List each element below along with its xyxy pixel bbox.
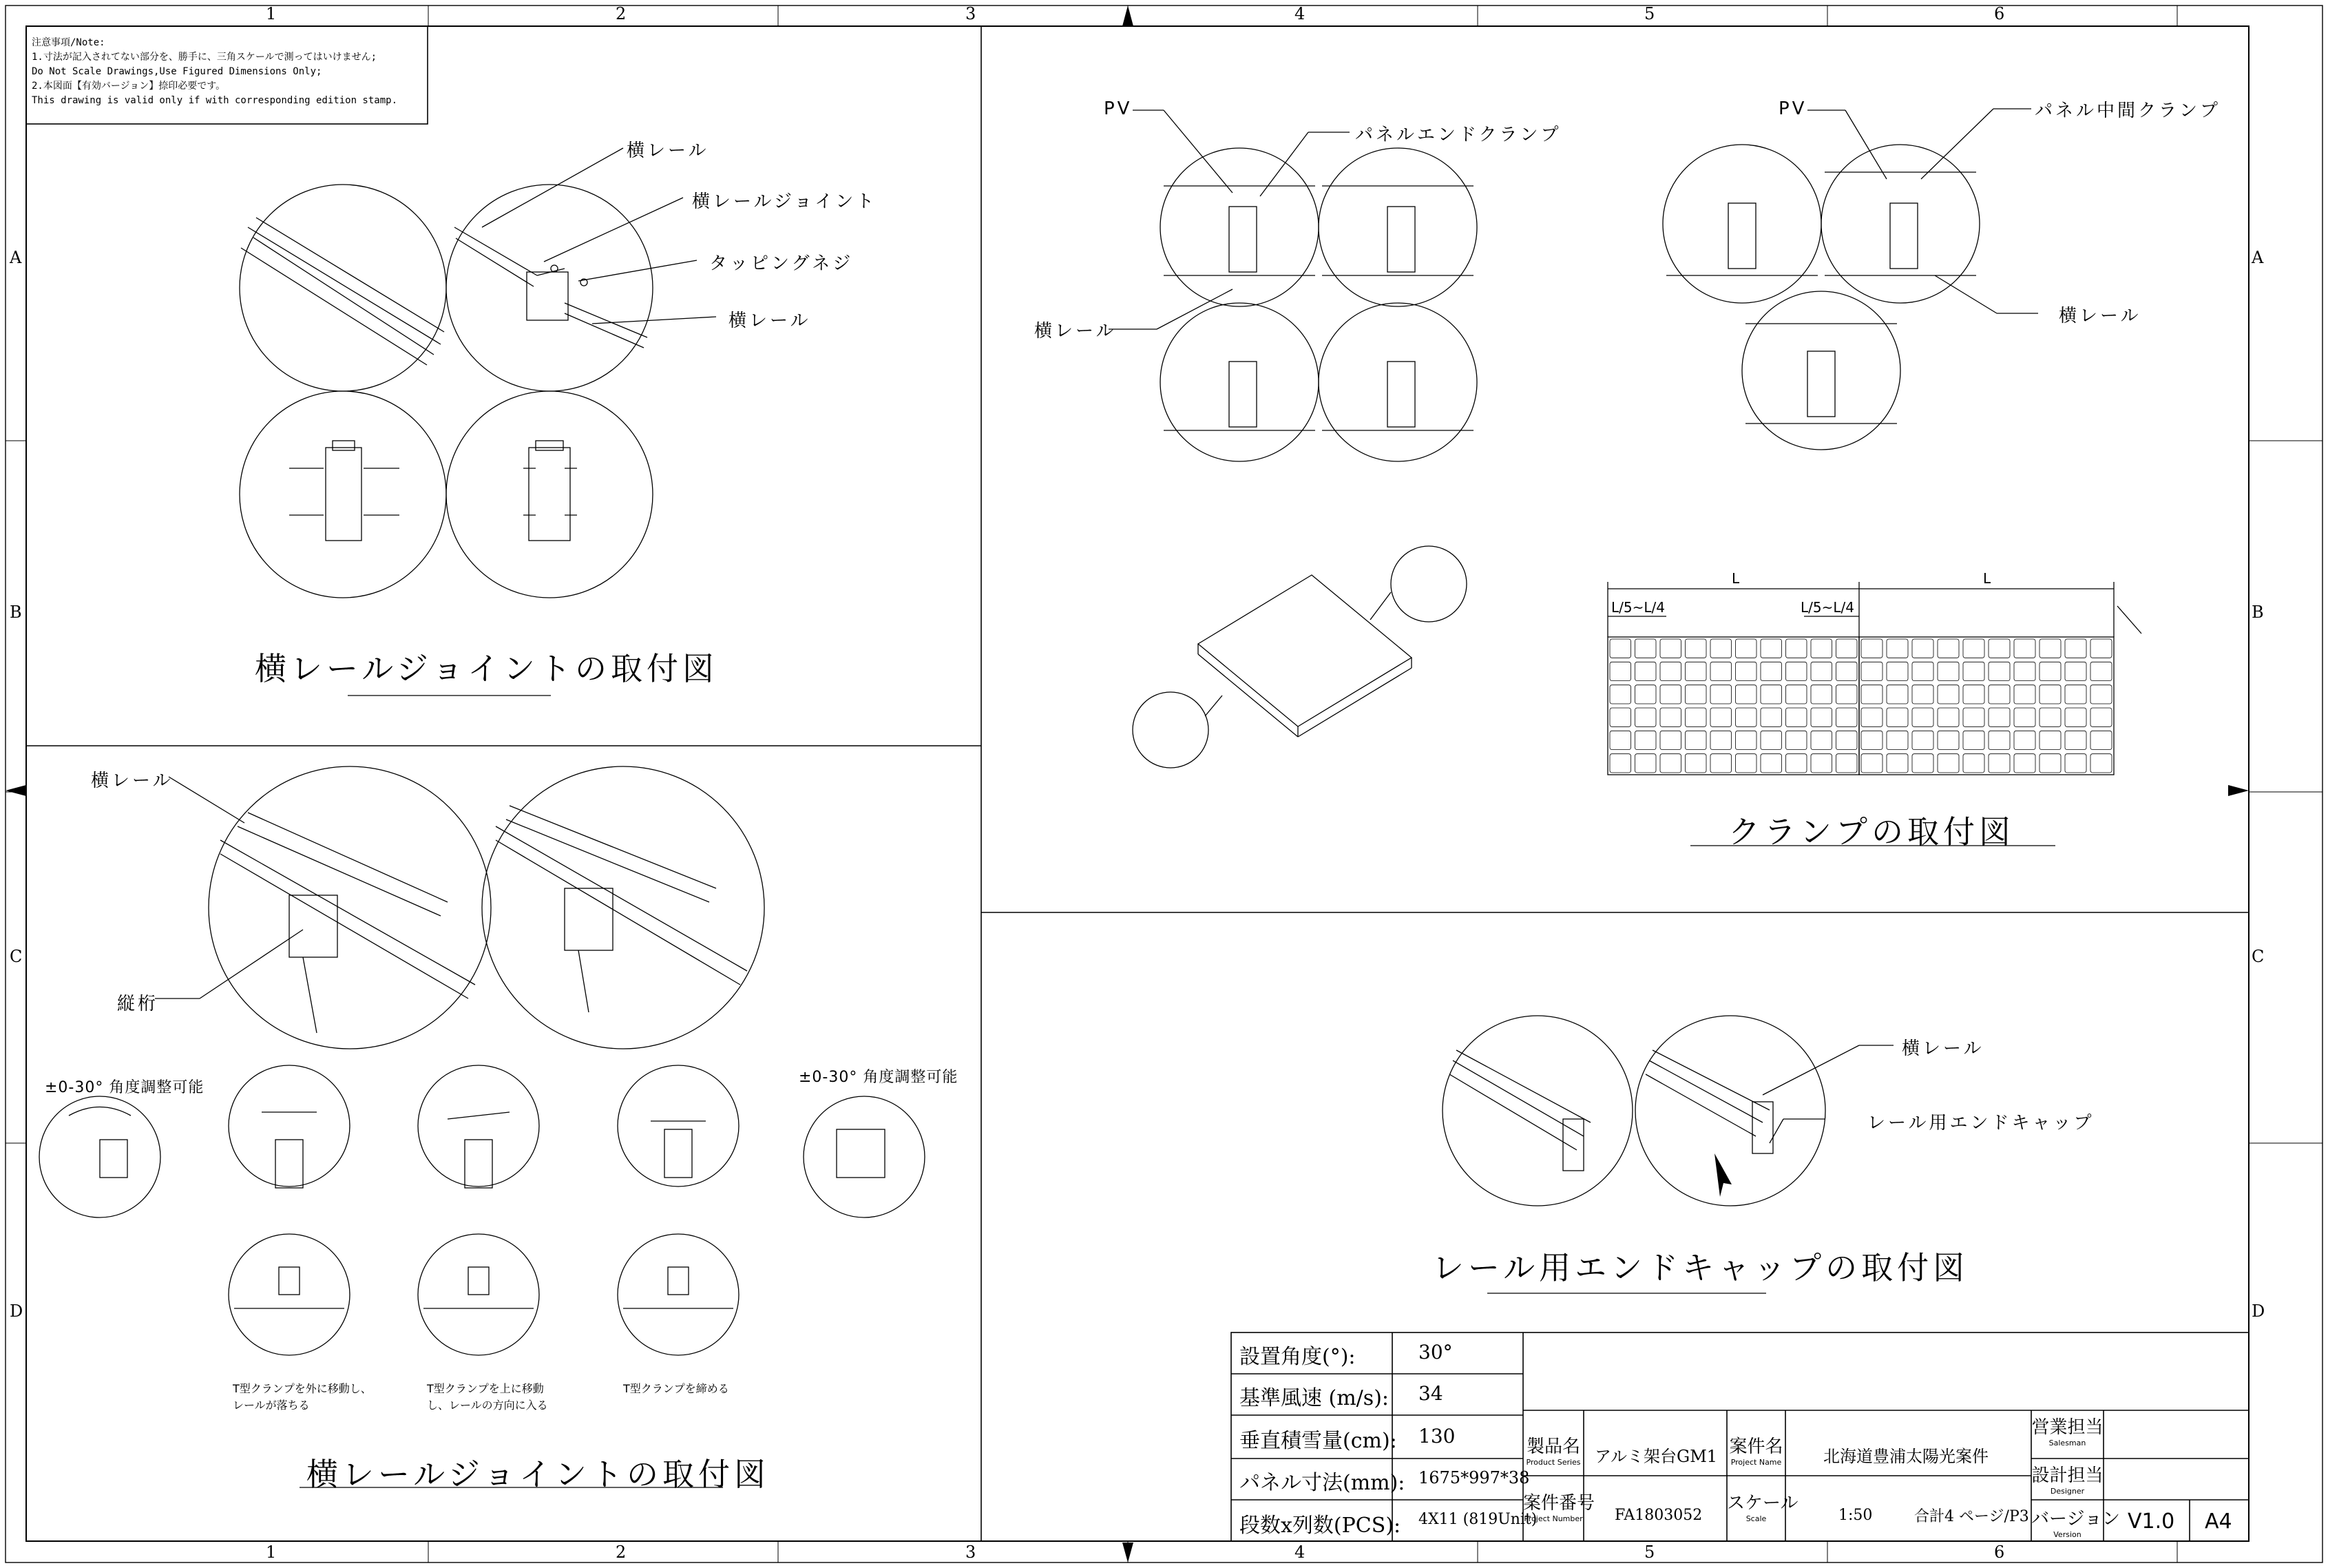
- module-cell: [1811, 639, 1832, 658]
- module-cell: [1887, 662, 1908, 680]
- number-value: FA1803052: [1615, 1507, 1703, 1524]
- spec-key-panel: パネル寸法(mm):: [1239, 1471, 1405, 1495]
- title-rail-joint-top: 横レールジョイントの取付図: [255, 650, 719, 687]
- large-detail-circle-2: [482, 766, 764, 1049]
- module-cell: [1963, 731, 1984, 749]
- version-sub: Version: [2053, 1530, 2081, 1539]
- zone-col-3-top: 3: [965, 4, 976, 23]
- zone-ticks: [6, 6, 2322, 1562]
- module-cell: [1736, 731, 1757, 749]
- zone-col-1-bottom: 1: [266, 1543, 277, 1562]
- module-cell: [1887, 685, 1908, 704]
- zone-row-c-right: C: [2252, 947, 2265, 966]
- page-count: 合計4 ページ/P3: [1914, 1508, 2029, 1525]
- caption-line: T型クランプを上に移動: [427, 1382, 544, 1395]
- number-label-cell: [1523, 1489, 1595, 1523]
- product-label-cell: [1523, 1432, 1584, 1467]
- module-cell: [1989, 708, 2010, 726]
- module-cell: [1811, 731, 1832, 749]
- scale-label-cell: [1727, 1489, 1799, 1523]
- module-cell: [1912, 685, 1933, 704]
- module-cell: [2014, 754, 2035, 773]
- module-cell: [1635, 685, 1657, 704]
- module-cell: [1989, 639, 2010, 658]
- module-cell: [1938, 662, 1959, 680]
- module-cell: [1686, 662, 1707, 680]
- designer-label: 設計担当: [2031, 1465, 2104, 1486]
- module-cell: [2065, 685, 2086, 704]
- zone-col-5-top: 5: [1644, 4, 1655, 23]
- spec-value-snow: 130: [1418, 1425, 1456, 1447]
- module-cell: [2090, 639, 2112, 658]
- module-cell: [1963, 639, 1984, 658]
- rail-joint-top-drawing: [240, 148, 719, 696]
- version-value: V1.0: [2128, 1509, 2175, 1534]
- module-cell: [2065, 662, 2086, 680]
- zone-row-b-right: B: [2252, 603, 2264, 622]
- module-array-plan: [1608, 582, 2141, 775]
- module-cell: [1887, 731, 1908, 749]
- module-cell: [1710, 662, 1732, 680]
- module-cell: [1836, 708, 1858, 726]
- project-sub: Project Name: [1730, 1458, 1782, 1467]
- module-cell: [1786, 685, 1807, 704]
- detail-circle-section-b: [446, 391, 653, 598]
- step-circle-3: [618, 1065, 739, 1187]
- module-cell: [1610, 662, 1631, 680]
- module-cell: [1989, 754, 2010, 773]
- module-cell: [1686, 731, 1707, 749]
- zone-col-6-top: 6: [1994, 4, 2005, 23]
- module-cell: [1761, 754, 1782, 773]
- module-cell: [2039, 754, 2061, 773]
- caption-line: レールが落ちる: [233, 1399, 310, 1412]
- module-cell: [1710, 685, 1732, 704]
- spec-key-array: 段数x列数(PCS):: [1239, 1514, 1401, 1538]
- module-cell: [1686, 754, 1707, 773]
- mid-clamp-circle-1: [1663, 145, 1821, 303]
- module-cell: [2065, 708, 2086, 726]
- sales-label: 営業担当: [2031, 1417, 2104, 1438]
- label-mid-clamp: パネル中間クランプ: [2035, 101, 2221, 121]
- dim-l5-l4-2: L/5~L/4: [1801, 599, 1854, 616]
- inner-border: [26, 26, 2249, 1541]
- module-cell: [2039, 731, 2061, 749]
- module-cell: [1887, 639, 1908, 658]
- module-cell: [1786, 731, 1807, 749]
- module-cell: [2039, 662, 2061, 680]
- leader-lines-top-left: [482, 148, 716, 324]
- spec-value-panel: 1675*997*38: [1418, 1468, 1530, 1487]
- number-sub: Project Number: [1524, 1514, 1583, 1523]
- module-cell: [1710, 708, 1732, 726]
- spec-key-wind: 基準風速 (m/s):: [1239, 1386, 1390, 1410]
- module-cell: [2065, 754, 2086, 773]
- module-cell: [1912, 731, 1933, 749]
- label-end-clamp: パネルエンドクランプ: [1355, 125, 1562, 145]
- caption-line: T型クランプを外に移動し、: [233, 1382, 372, 1395]
- module-cell: [1686, 639, 1707, 658]
- caption-step-1: [233, 1381, 372, 1414]
- endcap-circle-2: [1635, 1016, 1825, 1206]
- zone-row-a-right: A: [2252, 248, 2264, 267]
- spec-key-snow: 垂直積雪量(cm):: [1239, 1429, 1397, 1453]
- number-label: 案件番号: [1523, 1493, 1595, 1514]
- module-cell: [1710, 639, 1732, 658]
- module-cell: [1610, 685, 1631, 704]
- label-rail-bottom: 横レール: [728, 311, 811, 331]
- module-cell: [1635, 754, 1657, 773]
- end-clamp-circle-4: [1319, 303, 1477, 461]
- module-cell: [1610, 731, 1631, 749]
- designer-cell: [2031, 1461, 2104, 1496]
- label-angle-left: ±0-30° 角度調整可能: [45, 1079, 205, 1096]
- zone-row-d-left: D: [10, 1302, 23, 1321]
- zone-col-2-top: 2: [616, 4, 627, 23]
- module-cell: [2039, 685, 2061, 704]
- module-cell: [1836, 754, 1858, 773]
- endcap-circle-1: [1443, 1016, 1633, 1206]
- module-cell: [1660, 708, 1681, 726]
- module-cell: [2065, 731, 2086, 749]
- module-cell: [2090, 731, 2112, 749]
- outer-border: [6, 6, 2322, 1562]
- module-cell: [1761, 685, 1782, 704]
- module-cell: [1635, 731, 1657, 749]
- module-cell: [1861, 731, 1883, 749]
- label-pv-left: PV: [1104, 98, 1133, 119]
- endcap-rail-iso-2: [1646, 1050, 1773, 1153]
- module-cell: [2065, 639, 2086, 658]
- spec-key-angle: 設置角度(°):: [1239, 1345, 1356, 1369]
- module-cell: [1963, 754, 1984, 773]
- module-cell: [1912, 708, 1933, 726]
- module-cell: [1786, 639, 1807, 658]
- label-rail-clamp-left: 横レール: [1034, 321, 1117, 342]
- label-endcap: レール用エンドキャップ: [1867, 1113, 2095, 1133]
- step-profiles: [69, 1107, 885, 1309]
- beam-rail-iso-2: [496, 806, 747, 1012]
- zone-col-2-bottom: 2: [616, 1543, 627, 1562]
- endcap-insert-arrow: [1714, 1153, 1732, 1197]
- zone-row-b-left: B: [10, 603, 22, 622]
- zone-row-c-left: C: [10, 947, 23, 966]
- project-label: 案件名: [1729, 1436, 1783, 1457]
- end-clamp-circle-1: [1160, 148, 1319, 306]
- label-pv-right: PV: [1779, 98, 1807, 119]
- caption-step-2: [427, 1381, 548, 1414]
- scale-sub: Scale: [1745, 1514, 1767, 1523]
- product-value: アルミ架台GM1: [1595, 1447, 1718, 1466]
- module-cell: [2090, 662, 2112, 680]
- module-cell: [1938, 639, 1959, 658]
- module-cell: [1912, 754, 1933, 773]
- module-cells: [1610, 639, 2112, 773]
- module-cell: [2039, 708, 2061, 726]
- module-cell: [1861, 639, 1883, 658]
- module-cell: [1736, 708, 1757, 726]
- product-sub: Product Series: [1526, 1458, 1581, 1467]
- center-marks: [6, 6, 2249, 1562]
- module-cell: [1710, 731, 1732, 749]
- zone-row-d-right: D: [2252, 1302, 2265, 1321]
- module-cell: [1660, 639, 1681, 658]
- module-cell: [1861, 662, 1883, 680]
- module-cell: [1989, 731, 2010, 749]
- caption-step-3: [623, 1381, 729, 1397]
- module-cell: [2014, 731, 2035, 749]
- module-cell: [1811, 685, 1832, 704]
- module-cell: [1610, 639, 1631, 658]
- module-cell: [1811, 662, 1832, 680]
- module-cell: [1836, 662, 1858, 680]
- module-cell: [1761, 639, 1782, 658]
- module-cell: [1635, 639, 1657, 658]
- module-cell: [1963, 662, 1984, 680]
- sales-cell: [2031, 1413, 2104, 1447]
- module-cell: [1989, 685, 2010, 704]
- leader-lines-bottom-left: [155, 777, 303, 999]
- center-arrow-bottom: [1122, 1543, 1133, 1562]
- module-cell: [1963, 685, 1984, 704]
- module-cell: [1660, 754, 1681, 773]
- module-cell: [1686, 708, 1707, 726]
- rail-cross-section-a: [289, 441, 399, 541]
- module-cell: [2090, 754, 2112, 773]
- large-detail-circle-1: [209, 766, 491, 1049]
- module-cell: [2090, 685, 2112, 704]
- label-rail-top: 横レール: [627, 140, 709, 161]
- scale-value: 1:50: [1838, 1507, 1873, 1524]
- label-rail-joint: 横レールジョイント: [692, 191, 877, 212]
- module-cell: [1761, 662, 1782, 680]
- sales-sub: Salesman: [2048, 1439, 2086, 1447]
- step-circle-1: [229, 1065, 350, 1187]
- module-cell: [1861, 708, 1883, 726]
- label-angle-right: ±0-30° 角度調整可能: [799, 1069, 958, 1086]
- title-rail-joint-bottom: 横レールジョイントの取付図: [306, 1456, 770, 1493]
- center-arrow-left: [6, 785, 26, 796]
- beam-rail-iso-1: [220, 813, 475, 1033]
- module-cell: [1660, 662, 1681, 680]
- note-line: This drawing is valid only if with corresponding edition stamp.: [32, 95, 398, 106]
- label-rail-bottom-left: 横レール: [91, 771, 174, 791]
- module-cell: [1786, 662, 1807, 680]
- module-cell: [1963, 708, 1984, 726]
- module-cell: [1887, 754, 1908, 773]
- module-cell: [1912, 639, 1933, 658]
- dim-l-2: L: [1983, 570, 1991, 587]
- leader-lines-clamp: [1109, 109, 2038, 329]
- designer-sub: Designer: [2050, 1487, 2085, 1496]
- title-clamp: クランプの取付図: [1728, 813, 2015, 850]
- module-cell: [1786, 754, 1807, 773]
- module-cell: [1811, 754, 1832, 773]
- center-arrow-top: [1122, 6, 1133, 26]
- angle-circle-right: [804, 1096, 925, 1217]
- zone-col-1-top: 1: [266, 4, 277, 23]
- spec-value-array: 4X11 (819Unit): [1418, 1511, 1538, 1528]
- module-cell: [1836, 685, 1858, 704]
- label-beam: 縦桁: [117, 994, 159, 1014]
- module-cell: [2090, 708, 2112, 726]
- note-line: 1.寸法が記入されてない部分を、勝手に、三角スケールで測ってはいけません;: [32, 52, 377, 63]
- module-cell: [2014, 708, 2035, 726]
- module-cell: [1635, 662, 1657, 680]
- spec-value-angle: 30°: [1418, 1341, 1453, 1363]
- detail-circle-rail: [240, 185, 446, 391]
- spec-value-wind: 34: [1418, 1382, 1443, 1405]
- module-cell: [1938, 754, 1959, 773]
- detail-circle-joint: [446, 185, 653, 391]
- rail-joint-bottom-drawing: [39, 766, 925, 1487]
- module-cell: [1610, 754, 1631, 773]
- module-cell: [1861, 685, 1883, 704]
- isometric-module: [1133, 546, 1467, 768]
- label-rail-clamp-right: 横レール: [2059, 306, 2141, 326]
- module-cell: [1786, 708, 1807, 726]
- module-cell: [1938, 685, 1959, 704]
- detail-circle-section-a: [240, 391, 446, 598]
- module-cell: [1660, 731, 1681, 749]
- module-cell: [1635, 708, 1657, 726]
- module-cell: [1660, 685, 1681, 704]
- drawing-notes: [32, 36, 417, 108]
- module-cell: [2014, 639, 2035, 658]
- dim-l5-l4-1: L/5~L/4: [1611, 599, 1665, 616]
- mid-clamp-circle-2: [1821, 145, 1980, 303]
- end-clamp-circle-3: [1160, 303, 1319, 461]
- rail-isometric-2: [454, 227, 647, 348]
- module-cell: [1686, 685, 1707, 704]
- module-cell: [1736, 639, 1757, 658]
- label-rail-endcap: 横レール: [1902, 1038, 1984, 1059]
- dim-l-1: L: [1732, 570, 1740, 587]
- label-tapping-screw: タッピングネジ: [709, 253, 854, 274]
- module-cell: [1736, 685, 1757, 704]
- caption-line: T型クランプを締める: [623, 1382, 729, 1395]
- zone-col-4-top: 4: [1294, 4, 1305, 23]
- module-cell: [1761, 731, 1782, 749]
- note-line: 2.本図面【有効バージョン】捺印必要です。: [32, 81, 226, 92]
- mid-clamp-circle-3: [1742, 291, 1900, 450]
- module-cell: [1736, 754, 1757, 773]
- clamp-drawing: [1109, 109, 2141, 846]
- endcap-rail-iso-1: [1449, 1050, 1591, 1171]
- paper-size: A4: [2205, 1509, 2232, 1534]
- zone-col-4-bottom: 4: [1294, 1543, 1305, 1562]
- module-cell: [1887, 708, 1908, 726]
- version-label: バージョン: [2031, 1509, 2120, 1529]
- module-cell: [1938, 731, 1959, 749]
- module-cell: [1861, 754, 1883, 773]
- module-cell: [1736, 662, 1757, 680]
- module-cell: [1912, 662, 1933, 680]
- title-endcap: レール用エンドキャップの取付図: [1432, 1249, 1969, 1286]
- center-arrow-right: [2228, 785, 2249, 796]
- note-header: 注意事項/Note:: [32, 37, 105, 48]
- zone-col-5-bottom: 5: [1644, 1543, 1655, 1562]
- zone-col-6-bottom: 6: [1994, 1543, 2005, 1562]
- rail-isometric-1: [241, 218, 444, 365]
- module-cell: [1761, 708, 1782, 726]
- caption-line: し、レールの方向に入る: [427, 1399, 548, 1412]
- project-value: 北海道豊浦太陽光案件: [1823, 1447, 1989, 1466]
- step-circle-2: [418, 1065, 539, 1187]
- module-cell: [2014, 685, 2035, 704]
- version-label-cell: [2031, 1505, 2120, 1539]
- module-cell: [1610, 708, 1631, 726]
- module-cell: [1989, 662, 2010, 680]
- product-label: 製品名: [1526, 1436, 1580, 1457]
- module-cell: [1938, 708, 1959, 726]
- module-cell: [1836, 731, 1858, 749]
- module-cell: [1836, 639, 1858, 658]
- module-cell: [1811, 708, 1832, 726]
- end-clamp-circle-2: [1319, 148, 1477, 306]
- rail-cross-section-b: [523, 441, 577, 541]
- module-cell: [2039, 639, 2061, 658]
- zone-row-a-left: A: [10, 248, 22, 267]
- module-cell: [2014, 662, 2035, 680]
- note-line: Do Not Scale Drawings,Use Figured Dimensions Only;: [32, 66, 322, 77]
- module-cell: [1710, 754, 1732, 773]
- project-label-cell: [1727, 1432, 1785, 1467]
- zone-col-3-bottom: 3: [965, 1543, 976, 1562]
- scale-label: スケール: [1727, 1493, 1799, 1514]
